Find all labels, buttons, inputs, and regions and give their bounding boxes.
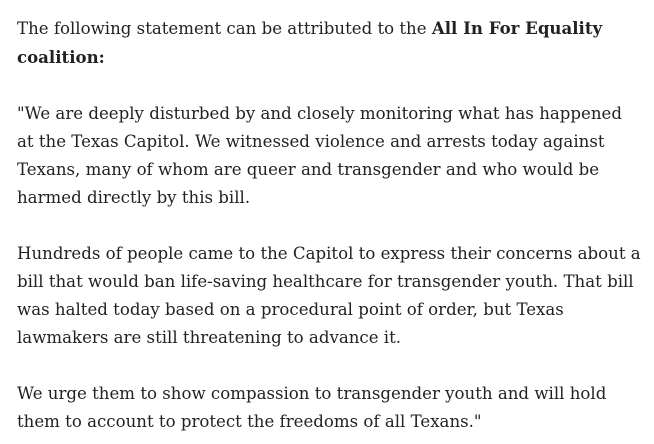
statement-paragraph-1: "We are deeply disturbed by and closely monitoring what has happened at the Texas Capitol. We witnessed violence and arrests today against Texans, many of whom are queer and transgender and who would be harmed directly by this bill. (17, 104, 622, 207)
attribution-line (17, 14, 642, 72)
attribution-text: The following statement can be attributed to the (17, 19, 432, 38)
coalition-name: All In For Equality coalition: (17, 18, 603, 67)
statement-paragraph-2: Hundreds of people came to the Capitol to express their concerns about a bill that would ban life-saving healthcare for transgender youth. That bill was halted today based on a procedural point of order, but Texas lawmakers are still threatening to advance it. (17, 244, 641, 347)
statement-paragraph-3: We urge them to show compassion to transgender youth and will hold them to account to protect the freedoms of all Texans." (17, 384, 607, 431)
